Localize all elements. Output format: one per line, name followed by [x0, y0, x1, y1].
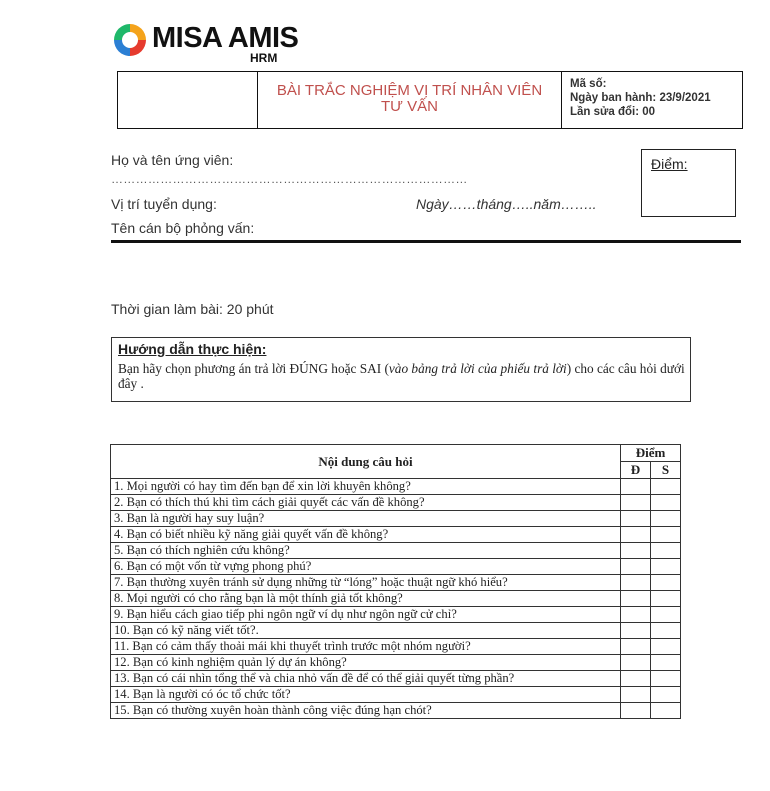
answer-cell-s[interactable] — [651, 671, 681, 687]
answer-cell-d[interactable] — [621, 495, 651, 511]
header-col-d: Đ — [621, 462, 651, 479]
question-text: 12. Bạn có kinh nghiệm quản lý dự án không? — [111, 655, 621, 671]
question-row — [111, 559, 681, 575]
question-row — [111, 703, 681, 719]
position-label: Vị trí tuyển dụng: — [111, 196, 217, 212]
answer-cell-s[interactable] — [651, 623, 681, 639]
answer-cell-d[interactable] — [621, 703, 651, 719]
question-text: 5. Bạn có thích nghiên cứu không? — [111, 543, 621, 559]
candidate-name-label: Họ và tên ứng viên: — [111, 152, 234, 168]
issue-date: Ngày ban hành: 23/9/2021 — [570, 92, 711, 104]
instructions-text-1: Bạn hãy chọn phương án trả lời ĐÚNG hoặc SAI ( — [118, 361, 389, 376]
question-row — [111, 543, 681, 559]
logo-mark-icon — [112, 22, 148, 58]
title-line-1: BÀI TRẮC NGHIỆM VỊ TRÍ NHÂN VIÊN — [276, 82, 543, 99]
question-text: 14. Bạn là người có óc tổ chức tốt? — [111, 687, 621, 703]
answer-cell-s[interactable] — [651, 559, 681, 575]
question-text: 10. Bạn có kỹ năng viết tốt?. — [111, 623, 621, 639]
question-row — [111, 639, 681, 655]
answer-cell-s[interactable] — [651, 591, 681, 607]
document-meta — [562, 72, 742, 133]
answer-cell-s[interactable] — [651, 655, 681, 671]
answer-cell-s[interactable] — [651, 703, 681, 719]
score-label: Điểm: — [651, 156, 688, 172]
question-row — [111, 575, 681, 591]
logo-product: HRM — [250, 51, 278, 65]
question-row — [111, 479, 681, 495]
answer-cell-s[interactable] — [651, 479, 681, 495]
answer-cell-d[interactable] — [621, 543, 651, 559]
instructions-text-2: ) cho các câu hỏi dưới đây . — [118, 361, 685, 391]
title-line-2: TƯ VẤN — [381, 98, 438, 115]
question-row — [111, 687, 681, 703]
answer-cell-d[interactable] — [621, 623, 651, 639]
misa-amis-logo — [112, 20, 312, 68]
answer-cell-d[interactable] — [621, 687, 651, 703]
question-text: 13. Bạn có cái nhìn tổng thể và chia nhỏ vấn đề để có thể giải quyết từng phần? — [111, 671, 621, 687]
answer-cell-s[interactable] — [651, 527, 681, 543]
question-list — [111, 479, 681, 719]
code-label: Mã số: — [570, 78, 607, 90]
header-content: Nội dung câu hỏi — [111, 445, 621, 479]
header-table — [117, 71, 743, 129]
answer-cell-d[interactable] — [621, 527, 651, 543]
instructions-box — [111, 337, 691, 402]
question-row — [111, 527, 681, 543]
instructions-text-italic: vào bảng trả lời của phiếu trả lời — [388, 361, 567, 376]
logo-brand: MISA AMIS — [152, 22, 299, 54]
header-col-s: S — [651, 462, 681, 479]
question-row — [111, 623, 681, 639]
answer-cell-d[interactable] — [621, 655, 651, 671]
answer-cell-s[interactable] — [651, 511, 681, 527]
revision: Lần sửa đổi: 00 — [570, 106, 656, 118]
answer-cell-d[interactable] — [621, 575, 651, 591]
answer-cell-d[interactable] — [621, 639, 651, 655]
instructions-title: Hướng dẫn thực hiện: — [118, 341, 267, 357]
question-text: 1. Mọi người có hay tìm đến bạn để xin lời khuyên không? — [111, 479, 621, 495]
candidate-name-dots: …………………………………………………………………………… — [111, 172, 468, 186]
question-text: 6. Bạn có một vốn từ vựng phong phú? — [111, 559, 621, 575]
time-limit: Thời gian làm bài: 20 phút — [111, 301, 274, 317]
interviewer-label: Tên cán bộ phỏng vấn: — [111, 220, 255, 236]
question-row — [111, 591, 681, 607]
answer-cell-d[interactable] — [621, 607, 651, 623]
document-title — [258, 72, 562, 128]
question-text: 7. Bạn thường xuyên tránh sử dụng những từ “lóng” hoặc thuật ngữ khó hiểu? — [111, 575, 621, 591]
answer-cell-s[interactable] — [651, 575, 681, 591]
question-table — [110, 444, 681, 719]
answer-cell-s[interactable] — [651, 607, 681, 623]
date-field: Ngày……tháng…..năm…….. — [416, 196, 597, 212]
question-row — [111, 655, 681, 671]
question-text: 3. Bạn là người hay suy luận? — [111, 511, 621, 527]
question-text: 2. Bạn có thích thú khi tìm cách giải quyết các vấn đề không? — [111, 495, 621, 511]
question-text: 15. Bạn có thường xuyên hoàn thành công việc đúng hạn chót? — [111, 703, 621, 719]
question-row — [111, 607, 681, 623]
answer-cell-d[interactable] — [621, 511, 651, 527]
answer-cell-s[interactable] — [651, 543, 681, 559]
answer-cell-d[interactable] — [621, 479, 651, 495]
question-text: 9. Bạn hiểu cách giao tiếp phi ngôn ngữ ví dụ như ngôn ngữ cử chỉ? — [111, 607, 621, 623]
question-row — [111, 511, 681, 527]
instructions-body — [118, 361, 690, 391]
answer-cell-s[interactable] — [651, 639, 681, 655]
question-text: 4. Bạn có biết nhiều kỹ năng giải quyết vấn đề không? — [111, 527, 621, 543]
header-score: Điểm — [621, 445, 681, 462]
question-row — [111, 495, 681, 511]
question-text: 8. Mọi người có cho rằng bạn là một thính giả tốt không? — [111, 591, 621, 607]
answer-cell-s[interactable] — [651, 495, 681, 511]
score-box — [641, 149, 736, 217]
answer-cell-d[interactable] — [621, 591, 651, 607]
question-row — [111, 671, 681, 687]
answer-cell-s[interactable] — [651, 687, 681, 703]
header-logo-cell — [118, 72, 258, 128]
answer-cell-d[interactable] — [621, 559, 651, 575]
question-text: 11. Bạn có cảm thấy thoải mái khi thuyết trình trước một nhóm người? — [111, 639, 621, 655]
answer-cell-d[interactable] — [621, 671, 651, 687]
divider — [111, 240, 741, 243]
